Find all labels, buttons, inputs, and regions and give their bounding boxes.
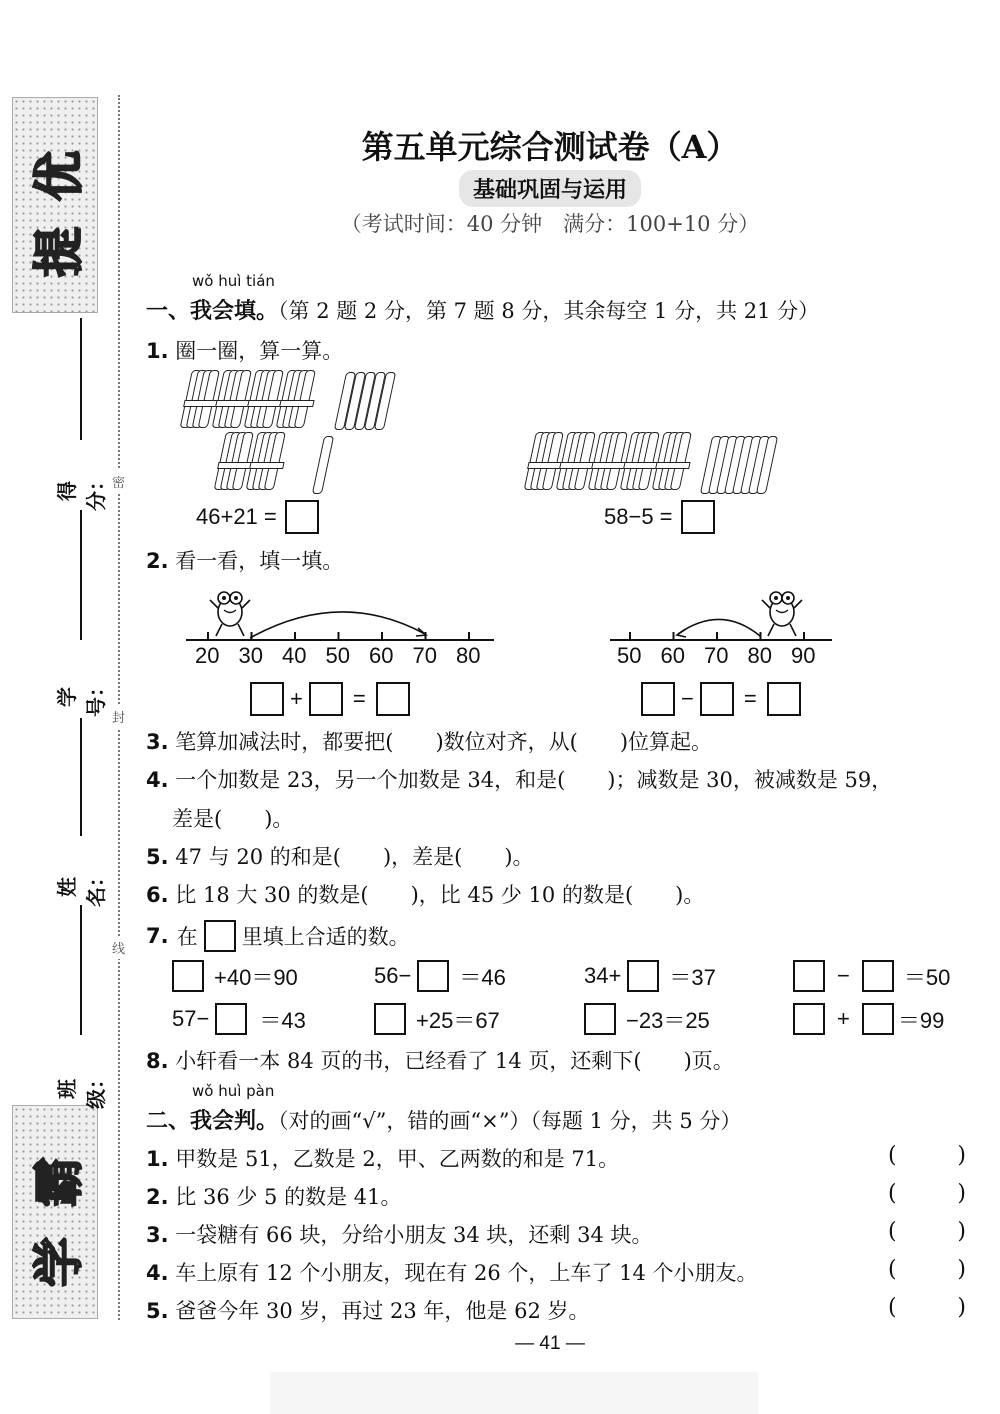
- name-label: 姓名：: [55, 867, 108, 907]
- equation-text: 34+: [584, 963, 622, 988]
- tick-label: 50: [325, 643, 350, 668]
- question-text: 一个加数是 23，另一个加数是 34，和是( )；减数是 30，被减数是 59，: [175, 768, 893, 792]
- tick-marks: [630, 632, 804, 640]
- question-number: 1.: [146, 1147, 169, 1171]
- tick-label: 30: [238, 643, 263, 668]
- question-number: 4.: [146, 1261, 169, 1285]
- judge-item: [146, 1219, 653, 1249]
- tick-label: 90: [791, 643, 816, 668]
- section-note: （对的画“√”，错的画“×”）（每题 1 分，共 5 分）: [278, 1109, 742, 1133]
- question-text: 在: [176, 925, 198, 949]
- page-title: 第五单元综合测试卷（A）: [361, 128, 739, 166]
- equals-sign: =: [352, 686, 366, 711]
- answer-box[interactable]: [215, 1003, 247, 1035]
- question-5: [146, 841, 534, 871]
- question-4: [146, 764, 892, 794]
- paren-open: (: [888, 1181, 897, 1206]
- equation-text: ＝43: [259, 1007, 306, 1033]
- seal-char: 封: [112, 705, 125, 728]
- seal-char: 线: [112, 936, 125, 959]
- fill-equation: [793, 960, 950, 992]
- equation-text: 56−: [374, 963, 412, 988]
- question-number: 2.: [146, 1185, 169, 1209]
- answer-box[interactable]: [584, 1003, 616, 1035]
- badge-char: 霸: [30, 1157, 88, 1207]
- question-8: [146, 1045, 734, 1075]
- tick-label: 80: [456, 643, 481, 668]
- paren-open: (: [888, 1143, 897, 1168]
- id-line: [80, 510, 82, 640]
- equation-text: 57−: [172, 1006, 210, 1031]
- badge-char: 提: [30, 227, 88, 277]
- equation-text: +25＝67: [416, 1007, 500, 1033]
- number-line-right: [606, 578, 836, 648]
- equation-text: −23＝25: [626, 1007, 710, 1033]
- answer-box[interactable]: [627, 960, 659, 992]
- answer-box[interactable]: [309, 682, 343, 716]
- equation-text: ＝37: [669, 964, 716, 990]
- badge-char: 优: [30, 151, 88, 201]
- answer-box[interactable]: [767, 682, 801, 716]
- tick-label: 70: [704, 643, 729, 668]
- question-number: 4.: [146, 768, 169, 792]
- answer-box[interactable]: [681, 500, 715, 534]
- answer-parentheses[interactable]: [888, 1143, 966, 1168]
- answer-box[interactable]: [793, 960, 825, 992]
- question-number: 6.: [146, 883, 169, 907]
- class-label: 班级：: [55, 1069, 108, 1109]
- box-icon: [204, 920, 236, 952]
- tick-label: 70: [412, 643, 437, 668]
- answer-box[interactable]: [250, 682, 284, 716]
- section-title: 一、我会填。: [146, 299, 279, 324]
- equation-subtraction-blank: [641, 682, 801, 716]
- badge-char: 学: [30, 1237, 88, 1287]
- question-text: 47 与 20 的和是( )，差是( )。: [175, 845, 534, 869]
- name-line: [80, 718, 82, 836]
- tick-label: 60: [660, 643, 685, 668]
- question-number: 3.: [146, 730, 169, 754]
- section-note: （第 2 题 2 分，第 7 题 8 分，其余每空 1 分，共 21 分）: [278, 299, 820, 323]
- tick-label: 80: [747, 643, 772, 668]
- section-heading: [146, 1104, 741, 1135]
- equation-58-minus-5: [604, 500, 715, 534]
- equation-text: ＝99: [897, 1007, 945, 1033]
- question-number: 7.: [146, 924, 169, 948]
- equals-sign: =: [743, 686, 757, 711]
- fill-equation: [584, 960, 716, 992]
- judge-item: [146, 1257, 758, 1287]
- seal-char: 密: [112, 470, 125, 493]
- pinyin: wǒ huì pàn: [192, 1082, 275, 1100]
- student-id-label: 学号：: [55, 677, 108, 717]
- footer-band: [270, 1372, 758, 1414]
- equation-text: +: [837, 1006, 850, 1031]
- question-number: 5.: [146, 1299, 169, 1323]
- score-line: [80, 318, 82, 440]
- question-number: 8.: [146, 1049, 169, 1073]
- judge-item: [146, 1181, 401, 1211]
- tick-label: 40: [282, 643, 307, 668]
- pinyin: wǒ huì tián: [192, 272, 275, 290]
- equation-text: +40＝90: [214, 964, 298, 990]
- paren-close: ): [957, 1219, 966, 1244]
- equation-addition-blank: [250, 682, 410, 716]
- answer-box[interactable]: [862, 1003, 894, 1035]
- judge-item: [146, 1295, 590, 1325]
- equation-text: ＝50: [903, 964, 951, 990]
- question-text: 车上原有 12 个小朋友，现在有 26 个，上车了 14 个小朋友。: [175, 1261, 758, 1285]
- paren-open: (: [888, 1257, 897, 1282]
- question-number: 2.: [146, 549, 169, 573]
- question-6: [146, 879, 704, 909]
- question-text: 圈一圈，算一算。: [175, 339, 344, 363]
- paren-close: ): [957, 1143, 966, 1168]
- question-1: [146, 335, 343, 365]
- question-text: 看一看，填一填。: [175, 549, 344, 573]
- score-label: 得分：: [55, 471, 108, 511]
- question-text: 爸爸今年 30 岁，再过 23 年，他是 62 岁。: [175, 1299, 590, 1323]
- question-text: 差是( )。: [172, 807, 294, 831]
- question-3: [146, 726, 712, 756]
- answer-box[interactable]: [374, 1003, 406, 1035]
- question-4-continued: [172, 803, 293, 833]
- paren-open: (: [888, 1295, 897, 1320]
- fill-equation: [374, 1003, 500, 1035]
- tick-label: 50: [617, 643, 642, 668]
- answer-parentheses[interactable]: [888, 1181, 966, 1206]
- class-line: [80, 905, 82, 1035]
- frog-icon: [210, 592, 250, 636]
- page-number: — 41 —: [515, 1333, 585, 1354]
- paren-close: ): [957, 1181, 966, 1206]
- question-text: 里填上合适的数。: [241, 925, 410, 949]
- answer-box[interactable]: [285, 500, 319, 534]
- question-text: 笔算加减法时，都要把( )数位对齐，从( )位算起。: [175, 730, 713, 754]
- fill-equation: [374, 960, 506, 992]
- plus-sign: +: [290, 686, 303, 711]
- answer-box[interactable]: [376, 682, 410, 716]
- question-number: 1.: [146, 339, 169, 363]
- question-text: 甲数是 51，乙数是 2，甲、乙两数的和是 71。: [175, 1147, 620, 1171]
- answer-box[interactable]: [700, 682, 734, 716]
- judge-item: [146, 1143, 619, 1173]
- section-title: 二、我会判。: [146, 1109, 279, 1134]
- subtitle: 基础巩固与运用: [459, 170, 641, 207]
- section-heading: [146, 294, 819, 325]
- badge-bottom: [12, 1105, 98, 1319]
- question-text: 一袋糖有 66 块，分给小朋友 34 块，还剩 34 块。: [175, 1223, 653, 1247]
- question-text: 小轩看一本 84 页的书，已经看了 14 页，还剩下( )页。: [175, 1049, 734, 1073]
- tick-label: 60: [369, 643, 394, 668]
- minus-sign: −: [681, 686, 694, 711]
- question-text: 比 36 少 5 的数是 41。: [175, 1185, 402, 1209]
- frog-icon: [762, 592, 802, 636]
- answer-box[interactable]: [641, 682, 675, 716]
- single-stick: [312, 436, 334, 494]
- question-text: 比 18 大 30 的数是( )，比 45 少 10 的数是( )。: [175, 883, 705, 907]
- fill-equation: [584, 1003, 710, 1035]
- paren-open: (: [888, 1219, 897, 1244]
- answer-parentheses[interactable]: [888, 1257, 966, 1282]
- equation-46-plus-21: [196, 500, 319, 534]
- answer-box[interactable]: [862, 960, 894, 992]
- paren-close: ): [957, 1257, 966, 1282]
- question-number: 5.: [146, 845, 169, 869]
- question-7: [146, 920, 410, 952]
- equation-text: 46+21 =: [196, 504, 277, 529]
- time-info: （考试时间：40 分钟 满分：100+10 分）: [340, 212, 760, 236]
- equation-text: ＝46: [459, 964, 506, 990]
- fill-equation: [172, 960, 298, 992]
- paren-close: ): [957, 1295, 966, 1320]
- number-line-left: [180, 578, 500, 648]
- tick-label: 20: [195, 643, 220, 668]
- equation-text: 58−5 =: [604, 504, 673, 529]
- fill-equation: [793, 1003, 944, 1035]
- question-number: 3.: [146, 1223, 169, 1247]
- answer-parentheses[interactable]: [888, 1219, 966, 1244]
- tick-marks: [208, 632, 469, 640]
- answer-box[interactable]: [172, 960, 204, 992]
- equation-text: −: [837, 963, 850, 988]
- question-2: [146, 545, 343, 575]
- answer-box[interactable]: [793, 1003, 825, 1035]
- answer-parentheses[interactable]: [888, 1295, 966, 1320]
- answer-box[interactable]: [417, 960, 449, 992]
- fill-equation: [172, 1003, 306, 1035]
